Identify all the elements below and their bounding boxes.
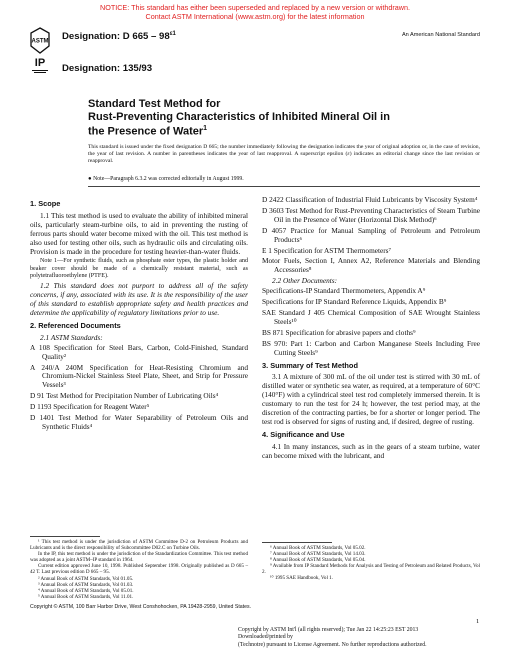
ref-ip-reference-liquids: Specifications for IP Standard Reference Liquids, Appendix B⁹ bbox=[262, 297, 447, 307]
national-standard-label: An American National Standard bbox=[401, 32, 480, 38]
ref-a108: A 108 Specification for Steel Bars, Carbon, Cold-Finished, Standard Quality² bbox=[30, 342, 248, 361]
notice-line-2: Contact ASTM International (www.astm.org) for the latest information bbox=[145, 12, 365, 21]
summary-3-1: 3.1 A mixture of 300 mL of the oil under test is stirred with 30 mL of distilled water or synthetic sea water, as required, at a temperature of 60°C (140°F) with a cylindrical steel test rod completely immersed therein. It is customary to run the test for 24 h; however, the test period may, at the discretion of the contracting parties, be for a shorter or longer period. The test rod is observed for signs of rusting and, if desired, degree of rusting. bbox=[262, 372, 480, 426]
ref-d91: D 91 Test Method for Precipitation Number of Lubricating Oils⁴ bbox=[30, 391, 219, 401]
title-line-1: Standard Test Method for bbox=[88, 98, 221, 110]
title-line-2: Rust-Preventing Characteristics of Inhibited Mineral Oil in bbox=[88, 110, 390, 123]
footer-line-2: Downloaded/printed by bbox=[238, 634, 293, 641]
footnote-6: ⁶ Annual Book of ASTM Standards, Vol 05.02. bbox=[270, 545, 366, 551]
footnote-7: ⁷ Annual Book of ASTM Standards, Vol 14.03. bbox=[270, 551, 366, 558]
left-column bbox=[30, 196, 248, 434]
ref-e1: E 1 Specification for ASTM Thermometers⁷ bbox=[262, 245, 392, 255]
footnote-1-ip: In the IP, this test method is under the jurisdiction of the Standardization Committee. This test method was adopted as a joint ASTM–IP standard in 1964. bbox=[30, 551, 248, 564]
page-number: 1 bbox=[476, 618, 480, 625]
scope-heading: 1. Scope bbox=[30, 199, 61, 208]
ref-d3603: D 3603 Test Method for Rust-Preventing Characteristics of Steam Turbine Oil in the Presence of Water (Horizontal Disk Method)⁶ bbox=[262, 205, 480, 224]
issuance-statement: This standard is issued under the fixed designation D 665; the number immediately following the designation indicates the year of original adoption or, in the case of revision, the year of last revision. A number in parentheses indicates the year of last reapproval. A superscript epsilon (ε) indicates an editorial change since the last revision or reapproval. bbox=[88, 144, 480, 164]
ref-d2422: D 2422 Classification of Industrial Fluid Lubricants by Viscosity System⁴ bbox=[262, 195, 478, 204]
ref-bs970: BS 970: Part 1: Carbon and Carbon Manganese Steels Including Free Cutting Steels⁹ bbox=[262, 338, 480, 357]
footnote-5: ⁵ Annual Book of ASTM Standards, Vol 11.01. bbox=[38, 593, 134, 600]
ref-ip-thermometers: Specifications-IP Standard Thermometers, Appendix A⁹ bbox=[262, 286, 426, 296]
copyright-line: Copyright © ASTM, 100 Barr Harbor Drive, West Conshohocken, PA 19428-2959, United States. bbox=[30, 604, 252, 610]
astm-logo-icon bbox=[30, 27, 50, 54]
document-title bbox=[88, 98, 458, 138]
footnote-rule-left bbox=[30, 536, 100, 537]
ref-sae-j405: SAE Standard J 405 Chemical Composition of SAE Wrought Stainless Steels¹⁰ bbox=[262, 307, 480, 326]
footer-line-3: (Technotre) pursuant to License Agreement. No further reproductions authorized. bbox=[238, 641, 427, 648]
ref-a240: A 240/A 240M Specification for Heat-Resisting Chromium and Chromium-Nickel Stainless Steel Plate, Sheet, and Strip for Pressure Vessels³ bbox=[30, 362, 248, 390]
title-line-3: the Presence of Water$^1$ bbox=[88, 125, 208, 138]
significance-heading: 4. Significance and Use bbox=[262, 429, 345, 439]
astm-standards-subheading: 2.1 ASTM Standards: bbox=[40, 332, 103, 342]
ref-d1401: D 1401 Test Method for Water Separability of Petroleum Oils and Synthetic Fluids⁴ bbox=[30, 413, 248, 432]
footnote-2: ² Annual Book of ASTM Standards, Vol 01.05. bbox=[38, 575, 134, 582]
ip-designation: Designation: 135/93 bbox=[62, 63, 153, 74]
footnote-1: ¹ This test method is under the jurisdiction of ASTM Committee D-2 on Petroleum Products and Lubricants and is the direct responsibility of Subcommittee D02.C on Turbine Oils. bbox=[30, 539, 248, 552]
notice-line-1: NOTICE: This standard has either been superseded and replaced by a new version or withdrawn. bbox=[100, 3, 410, 12]
withdrawal-notice bbox=[0, 3, 510, 21]
ref-motor-fuels: Motor Fuels, Section I, Annex A2, Reference Materials and Blending Accessories⁸ bbox=[262, 256, 480, 275]
footnote-1-edition: Current edition approved June 10, 1998. Published September 1998. Originally published as D 665 – 42 T. Last previous edition D 665 – 95. bbox=[30, 563, 248, 576]
right-column bbox=[262, 196, 480, 463]
summary-heading: 3. Summary of Test Method bbox=[262, 360, 358, 370]
referenced-documents-heading: 2. Referenced Documents bbox=[30, 320, 121, 330]
note-1: Note 1—For synthetic fluids, such as phosphate ester types, the plastic holder and beaker cover should be made of a chemically resistant material, such as polytetrafluoroethylene (PTFE). bbox=[30, 258, 248, 280]
astm-designation: Designation: D $665 - 98^{\varepsilon 1}$ bbox=[62, 31, 176, 43]
ref-d1193: D 1193 Specification for Reagent Water⁵ bbox=[30, 402, 150, 412]
footer-line-1: Copyright by ASTM Int'l (all rights reserved); Tue Jan 22 14:25:23 EST 2013 bbox=[238, 627, 419, 633]
footnote-10: ¹⁰ 1995 SAE Handbook, Vol 1. bbox=[270, 575, 333, 582]
editorial-note: ● Note—Paragraph 6.3.2 was corrected editorially in August 1999. bbox=[88, 176, 244, 182]
footnote-8: ⁸ Annual Book of ASTM Standards, Vol 05.04. bbox=[270, 557, 366, 564]
significance-4-1: 4.1 In many instances, such as in the gears of a steam turbine, water can become mixed with the lubricant, and bbox=[262, 441, 480, 460]
footnote-rule-right bbox=[262, 542, 332, 543]
scope-1-1: 1.1 This test method is used to evaluate the ability of inhibited mineral oils, particularly steam-turbine oils, to aid in preventing the rusting of ferrous parts should water become mixed with the oil. This test method is also used for testing other oils, such as hydraulic oils and circulating oils. Provision is made in the procedure for testing heavier-than-water fluids. bbox=[30, 210, 248, 256]
ref-bs871: BS 871 Specification for abrasive papers and cloths⁹ bbox=[262, 327, 416, 337]
footnote-4: ⁴ Annual Book of ASTM Standards, Vol 05.01. bbox=[38, 587, 134, 594]
ref-d4057: D 4057 Practice for Manual Sampling of Petroleum and Petroleum Products⁶ bbox=[262, 225, 480, 244]
ip-logo-icon: IP bbox=[30, 58, 50, 73]
svg-text:ASTM: ASTM bbox=[31, 38, 49, 45]
other-documents-subheading: 2.2 Other Documents: bbox=[272, 276, 338, 286]
footnote-9: ⁹ Available from IP Standard Methods for Analysis and Testing of Petroleum and Related Products, Vol 2. bbox=[262, 563, 480, 576]
footnote-3: ³ Annual Book of ASTM Standards, Vol 01.03. bbox=[38, 581, 134, 588]
header-divider bbox=[88, 186, 480, 187]
footnotes-left bbox=[30, 536, 248, 600]
footnotes-right bbox=[262, 542, 480, 582]
license-footer bbox=[238, 627, 427, 649]
scope-1-2: 1.2 This standard does not purport to address all of the safety concerns, if any, associated with its use. It is the responsibility of the user of this standard to establish appropriate safety and health practices and determine the applicability of regulatory limitations prior to use. bbox=[30, 281, 248, 318]
